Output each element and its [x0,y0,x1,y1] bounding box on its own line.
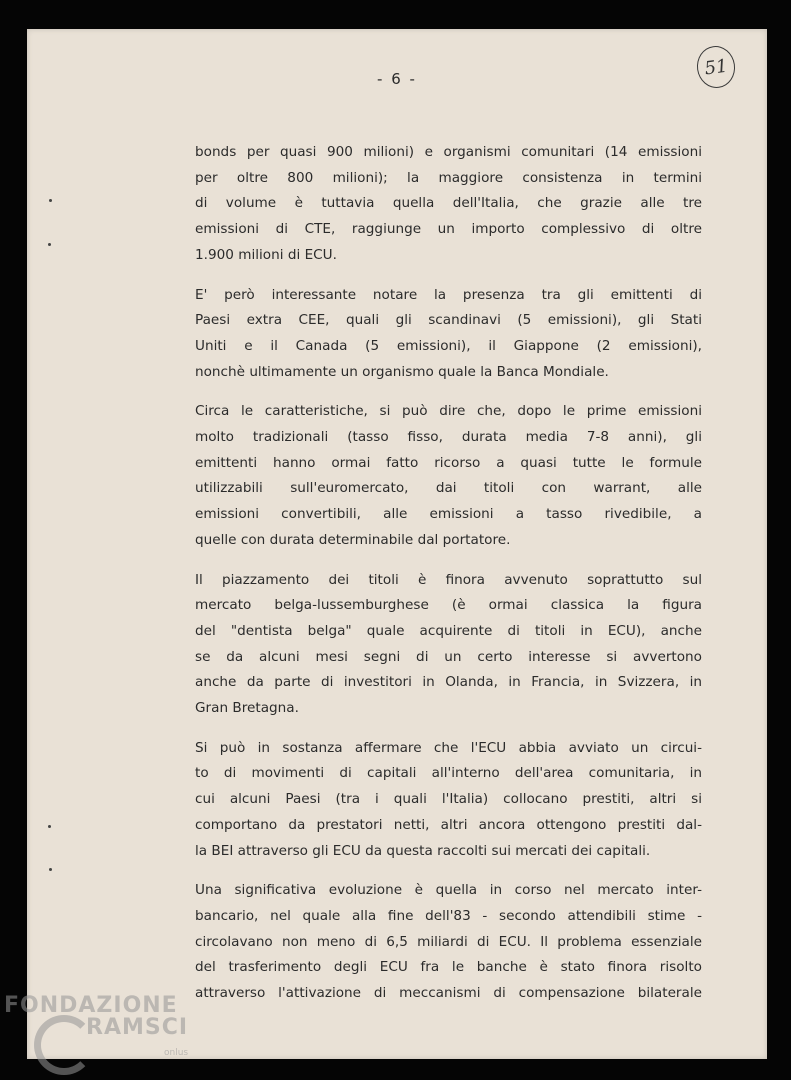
text-line: Una significativa evoluzione è quella in corso nel mercato inter- [195,882,702,899]
page-number: - 6 - [377,70,417,88]
text-line: cui alcuni Paesi (tra i quali l'Italia) collocano prestiti, altri si [195,791,702,808]
document-body [195,140,702,1021]
text-line: circolavano non meno di 6,5 miliardi di ECU. Il problema essenziale [195,933,702,950]
margin-mark [48,825,51,828]
text-line: Paesi extra CEE, quali gli scandinavi (5 emissioni), gli Stati [195,312,702,329]
text-line: mercato belga-lussemburghese (è ormai classica la figura [195,597,702,614]
text-line: emissioni di CTE, raggiunge un importo complessivo di oltre [195,221,702,238]
paragraph [195,399,702,553]
text-line: Uniti e il Canada (5 emissioni), il Giappone (2 emissioni), [195,337,702,354]
text-line: Circa le caratteristiche, si può dire che, dopo le prime emissioni [195,403,702,420]
paragraph [195,878,702,1007]
text-line: quelle con durata determinabile dal portatore. [195,531,511,548]
text-line: Gran Bretagna. [195,700,299,717]
watermark-small: onlus [164,1048,189,1058]
margin-mark [49,199,52,202]
margin-mark [49,868,52,871]
text-line: E' però interessante notare la presenza tra gli emittenti di [195,286,702,303]
text-line: la BEI attraverso gli ECU da questa raccolti sui mercati dei capitali. [195,842,651,859]
watermark-line1: FONDAZIONE [4,993,178,1018]
watermark-line2: RAMSCI [86,1015,189,1040]
text-line: to di movimenti di capitali all'interno dell'area comunitaria, in [195,765,702,782]
text-line: comportano da prestatori netti, altri ancora ottengono prestiti dal- [195,816,702,833]
text-line: anche da parte di investitori in Olanda, in Francia, in Svizzera, in [195,674,702,691]
paragraph [195,140,702,269]
text-line: bonds per quasi 900 milioni) e organismi comunitari (14 emissioni [195,144,702,160]
paragraph [195,283,702,386]
text-line: Si può in sostanza affermare che l'ECU abbia avviato un circui- [195,739,702,756]
margin-mark [48,243,51,246]
text-line: del "dentista belga" quale acquirente di titoli in ECU), anche [195,622,702,639]
text-line: nonchè ultimamente un organismo quale la Banca Mondiale. [195,363,609,380]
text-line: emittenti hanno ormai fatto ricorso a quasi tutte le formule [195,454,702,471]
text-line: del trasferimento degli ECU fra le banche è stato finora risolto [195,959,702,976]
text-line: 1.900 milioni di ECU. [195,246,337,263]
text-line: per oltre 800 milioni); la maggiore consistenza in termini [195,169,702,186]
paragraph [195,568,702,722]
text-line: utilizzabili sull'euromercato, dai titoli con warrant, alle [195,480,702,497]
text-line: attraverso l'attivazione di meccanismi di compensazione bilaterale [195,985,702,1002]
text-line: molto tradizionali (tasso fisso, durata media 7-8 anni), gli [195,429,702,446]
archive-stamp: 51 [694,44,737,91]
text-line: Il piazzamento dei titoli è finora avvenuto soprattutto sul [195,571,702,588]
text-line: se da alcuni mesi segni di un certo interesse si avvertono [195,648,702,665]
text-line: emissioni convertibili, alle emissioni a tasso rivedibile, a [195,506,702,523]
document-page [27,29,767,1059]
text-line: di volume è tuttavia quella dell'Italia, che grazie alle tre [195,195,702,212]
text-line: bancario, nel quale alla fine dell'83 - secondo attendibili stime - [195,907,702,924]
paragraph [195,736,702,865]
